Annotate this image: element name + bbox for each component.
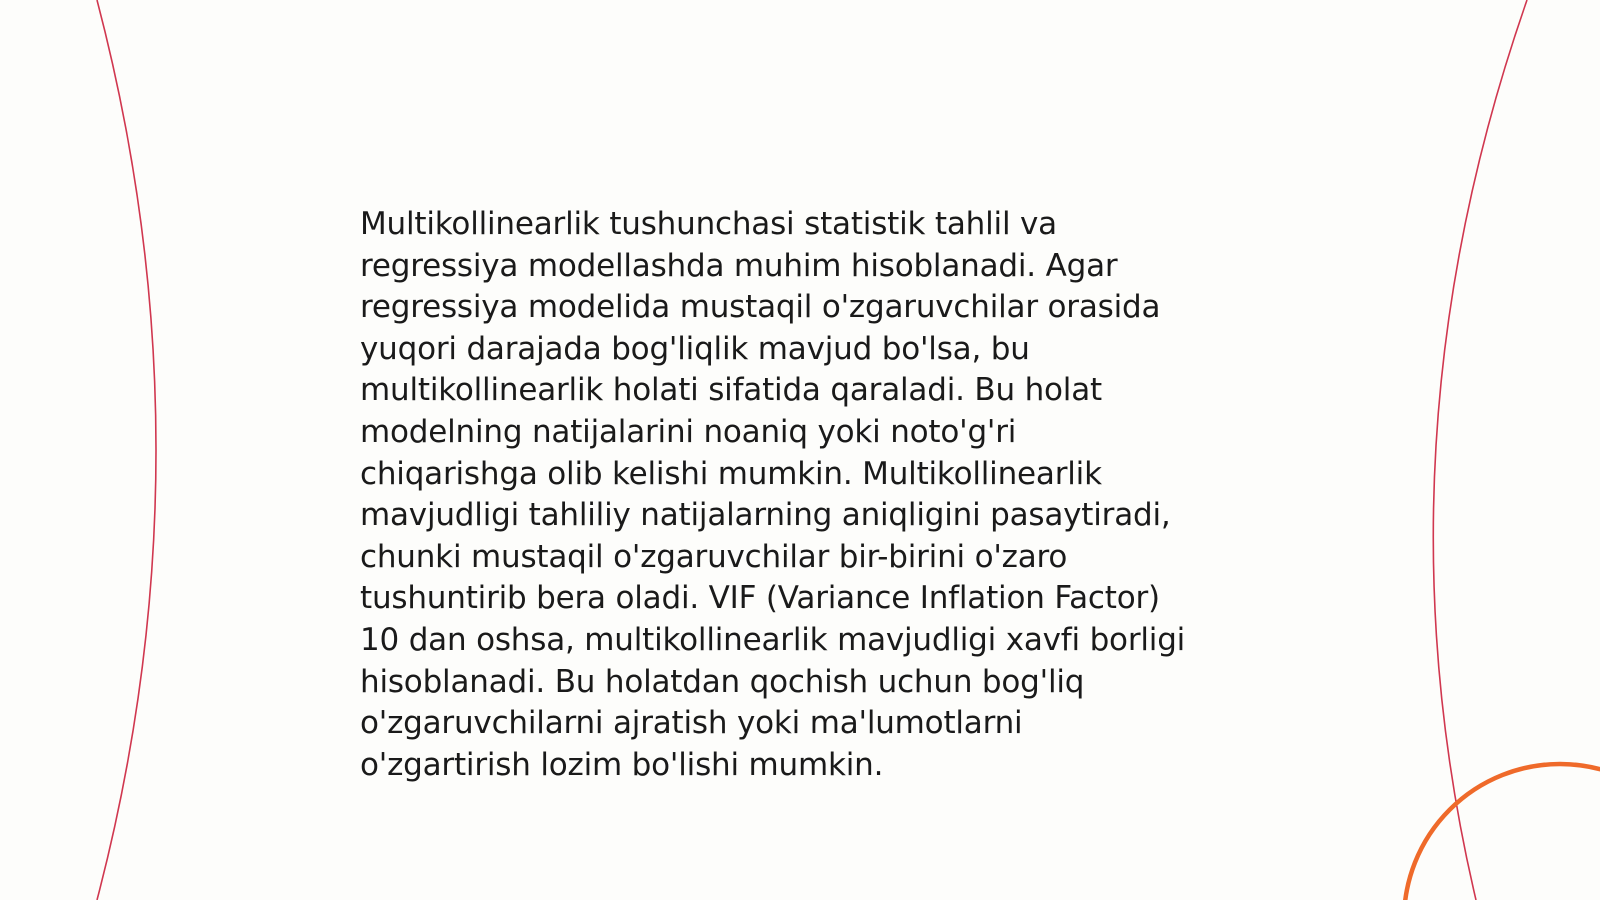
body-paragraph: Multikollinearlik tushunchasi statistik tahlil va regressiya modellashda muhim hisoblanadi. Agar regressiya modelida mustaqil o'zgaruvchilar orasida yuqori darajada bog'liqlik mavjud bo'lsa, bu multikollinearlik holati sifatida qaraladi. Bu holat modelning natijalarini noaniq yoki noto'g'ri chiqarishga olib kelishi mumkin. Multikollinearlik mavjudligi tahliliy natijalarning aniqligini pasaytiradi, chunki mustaqil o'zgaruvchilar bir-birini o'zaro tushuntirib bera oladi. VIF (Variance Inflation Factor) 10 dan oshsa, multikollinearlik mavjudligi xavfi borligi hisoblanadi. Bu holatdan qochish uchun bog'liq o'zgaruvchilarni ajratish yoki ma'lumotlarni o'zgartirish lozim bo'lishi mumkin. [360, 206, 1186, 783]
orange-accent-arc [1404, 764, 1600, 900]
right-arc-line [1433, 0, 1527, 900]
left-arc-line [97, 0, 156, 900]
